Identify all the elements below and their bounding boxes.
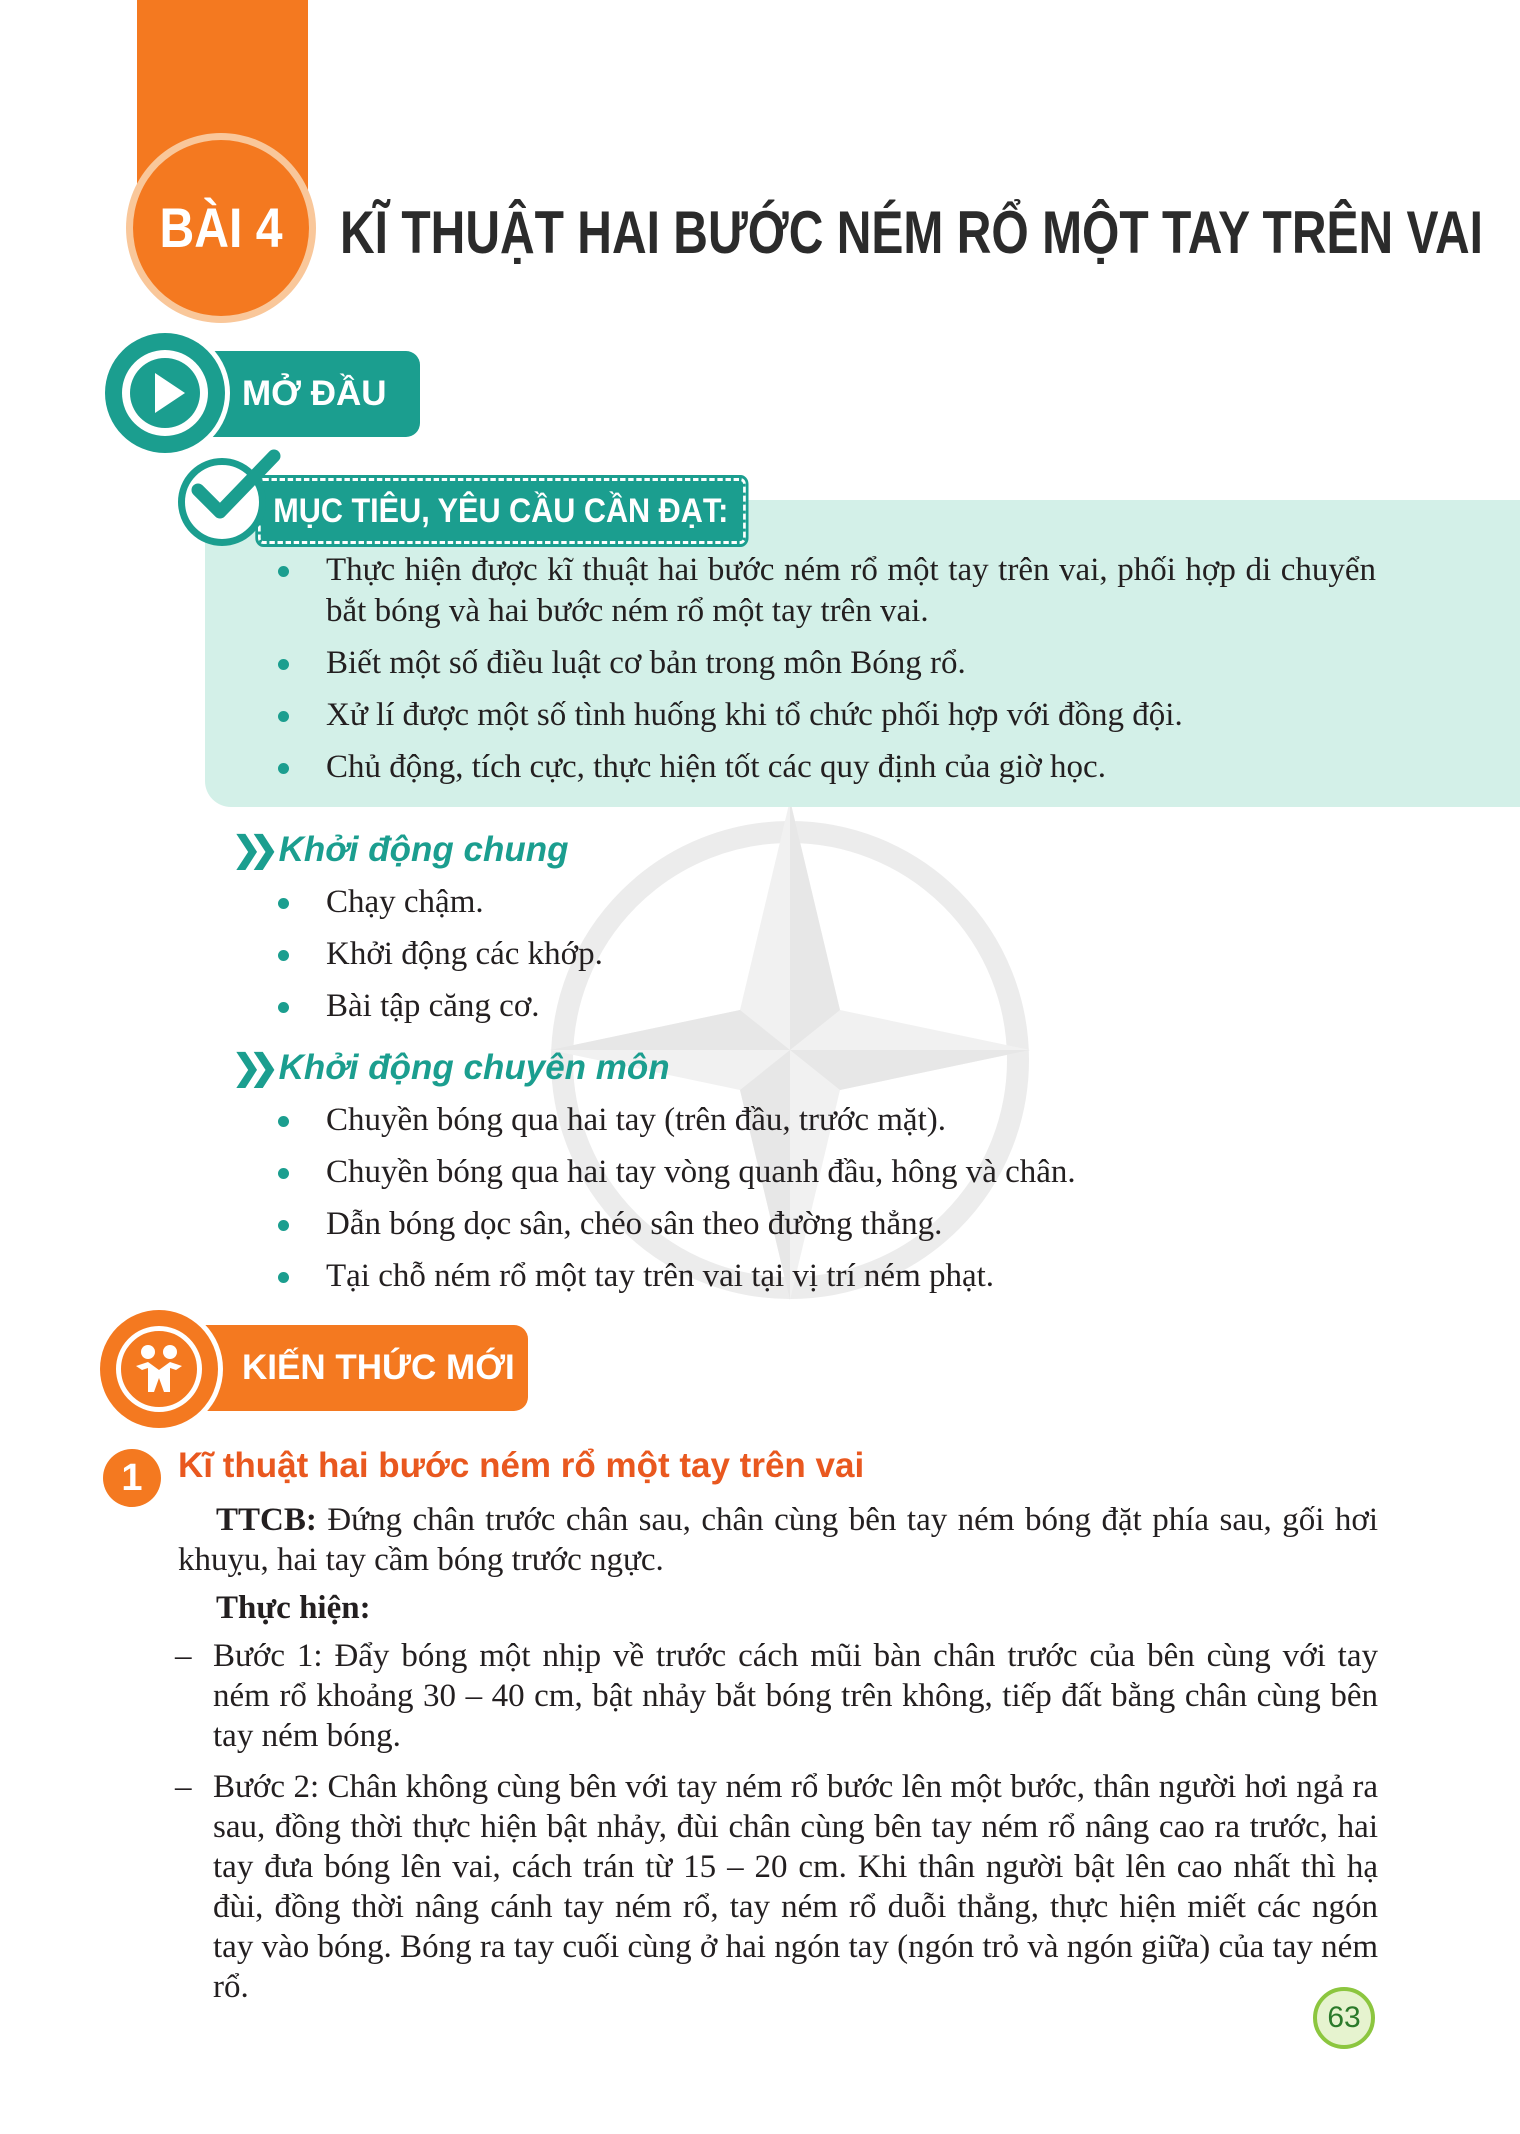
execution-label: Thực hiện:: [216, 1590, 371, 1626]
list-item: Bài tập căng cơ.: [278, 986, 1278, 1027]
general-warmup-list: [278, 882, 1278, 1038]
bullet-icon: [278, 1168, 289, 1179]
general-warmup-heading: ❯❯ Khởi động chung: [232, 830, 569, 869]
new-knowledge-label: KIẾN THỨC MỚI: [150, 1325, 528, 1411]
bullet-icon: [278, 763, 289, 774]
list-item: Khởi động các khớp.: [278, 934, 1278, 975]
list-item: Chạy chậm.: [278, 882, 1278, 923]
double-chevron-icon: ❯❯: [232, 1048, 267, 1087]
list-item: Chuyền bóng qua hai tay (trên đầu, trước mặt).: [278, 1100, 1378, 1141]
lesson-title: KĨ THUẬT HAI BƯỚC NÉM RỔ MỘT TAY TRÊN VAI: [340, 199, 1483, 266]
double-chevron-icon: ❯❯: [232, 830, 267, 869]
bullet-icon: [278, 950, 289, 961]
ttcb-text: Đứng chân trước chân sau, chân cùng bên tay ném bóng đặt phía sau, gối hơi khuỵu, hai tay cầm bóng trước ngực.: [178, 1502, 1378, 1578]
bullet-icon: [278, 659, 289, 670]
bullet-icon: [278, 898, 289, 909]
play-triangle-icon: [155, 373, 185, 413]
list-item: Chuyền bóng qua hai tay vòng quanh đầu, hông và chân.: [278, 1152, 1378, 1193]
list-item: Xử lí được một số tình huống khi tổ chức phối hợp với đồng đội.: [278, 695, 1376, 736]
bullet-icon: [278, 566, 289, 577]
specialized-warmup-list: [278, 1100, 1378, 1308]
specialized-warmup-heading: ❯❯ Khởi động chuyên môn: [232, 1048, 670, 1087]
bullet-icon: [278, 1220, 289, 1231]
bullet-icon: [278, 1116, 289, 1127]
execution-steps: [175, 1636, 1378, 2018]
list-item: Thực hiện được kĩ thuật hai bước ném rổ một tay trên vai, phối hợp di chuyển bắt bóng và hai bước ném rổ một tay trên vai.: [278, 550, 1376, 632]
list-item: Dẫn bóng dọc sân, chéo sân theo đường thẳng.: [278, 1204, 1378, 1245]
list-item: Biết một số điều luật cơ bản trong môn Bóng rổ.: [278, 643, 1376, 684]
section-number-badge: 1: [103, 1449, 161, 1507]
children-icon: [126, 1336, 192, 1402]
bullet-icon: [278, 1272, 289, 1283]
page-number: 63: [1313, 1987, 1375, 2049]
list-item: Tại chỗ ném rổ một tay trên vai tại vị trí ném phạt.: [278, 1256, 1378, 1297]
ttcb-label: TTCB:: [216, 1502, 317, 1538]
ttcb-paragraph: [178, 1500, 1378, 1580]
intro-section-label: MỞ ĐẦU: [150, 351, 420, 437]
list-item: Chủ động, tích cực, thực hiện tốt các quy định của giờ học.: [278, 747, 1376, 788]
list-item: – Bước 2: Chân không cùng bên với tay ném rổ bước lên một bước, thân người hơi ngả ra sau, đồng thời thực hiện bật nhảy, đùi chân cùng bên tay ném rổ nâng cao ra trước, hai tay đưa bóng lên vai, cách trán từ 15 – 20 cm. Khi thân người bật lên cao nhất thì hạ đùi, đồng thời nâng cánh tay ném rổ, tay ném rổ duỗi thẳng, thực hiện miết các ngón tay vào bóng. Bóng ra tay cuối cùng ở hai ngón tay (ngón trỏ và ngón giữa) của tay ném rổ.: [175, 1769, 1378, 2005]
list-item: – Bước 1: Đẩy bóng một nhịp về trước cách mũi bàn chân trước của bên cùng với tay ném rổ khoảng 30 – 40 cm, bật nhảy bắt bóng trên không, tiếp đất bằng chân cùng bên tay ném bóng.: [175, 1638, 1378, 1754]
lesson-number: BÀI 4: [159, 196, 283, 259]
bullet-icon: [278, 1002, 289, 1013]
checkmark-icon: [186, 448, 282, 528]
objectives-list: [278, 550, 1376, 799]
section-title: Kĩ thuật hai bước ném rổ một tay trên vai: [178, 1446, 865, 1485]
bullet-icon: [278, 711, 289, 722]
objectives-heading: MỤC TIÊU, YÊU CẦU CẦN ĐẠT:: [258, 478, 745, 544]
